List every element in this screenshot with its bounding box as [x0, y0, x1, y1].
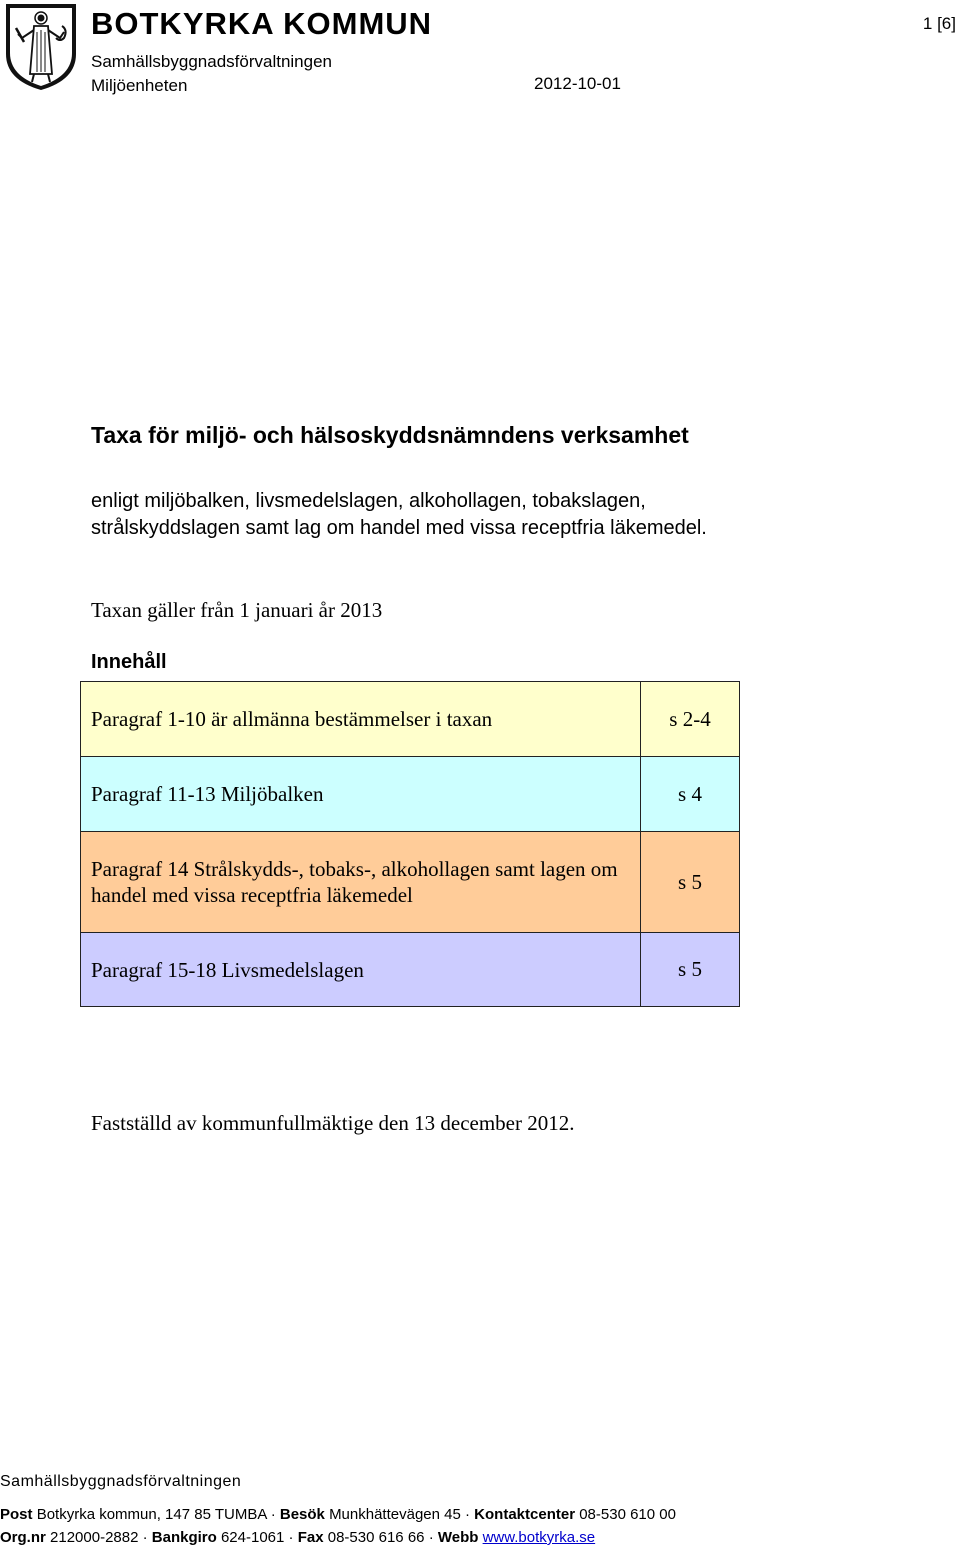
footer-web-label: Webb [437, 1529, 479, 1546]
contents-row-page: s 5 [678, 957, 702, 981]
footer-bankgiro-value: 624-1061 [220, 1529, 285, 1546]
footer-orgnr-label: Org.nr [0, 1529, 46, 1546]
contents-row [81, 756, 739, 831]
footer-visit-label: Besök [279, 1506, 325, 1523]
contents-table [80, 681, 740, 1007]
contents-row-label: Paragraf 15-18 Livsmedelslagen [81, 933, 641, 1006]
footer-bankgiro-label: Bankgiro [151, 1529, 217, 1546]
footer-registration-line [0, 1528, 595, 1548]
contents-heading: Innehåll [91, 651, 167, 673]
contents-row-page: s 2-4 [669, 706, 711, 731]
valid-from-text: Taxan gäller från 1 januari år 2013 [91, 598, 383, 622]
footer-web-link[interactable]: www.botkyrka.se [482, 1529, 596, 1546]
coat-of-arms-icon [4, 2, 78, 92]
footer-separator: · [142, 1529, 148, 1546]
footer-contact-label: Kontaktcenter [474, 1506, 576, 1523]
footer-contact-line [0, 1505, 676, 1525]
footer-post-label: Post [0, 1506, 33, 1523]
page-number: 1 [6] [922, 14, 956, 33]
document-date: 2012-10-01 [534, 74, 621, 93]
unit-name: Miljöenheten [91, 76, 188, 95]
footer-separator: · [270, 1506, 276, 1523]
footer-fax-label: Fax [297, 1529, 324, 1546]
organization-name: BOTKYRKA KOMMUN [91, 6, 433, 41]
document-intro: enligt miljöbalken, livsmedelslagen, alkohollagen, tobakslagen, strålskyddslagen samt lag om handel med vissa receptfria läkemedel. [91, 490, 707, 539]
footer-separator: · [465, 1506, 470, 1523]
contents-row-page: s 5 [678, 869, 702, 894]
footer-separator: · [428, 1529, 434, 1546]
document-title: Taxa för miljö- och hälsoskyddsnämndens verksamhet [91, 422, 689, 448]
footer-post-value: Botkyrka kommun, 147 85 TUMBA [36, 1506, 267, 1523]
contents-row-page: s 4 [678, 781, 702, 806]
footer-contact-value: 08-530 610 00 [579, 1506, 676, 1523]
footer-separator: · [288, 1529, 294, 1546]
contents-row [81, 932, 739, 1006]
contents-row-label: Paragraf 11-13 Miljöbalken [81, 757, 641, 831]
footer-orgnr-value: 212000-2882 [50, 1529, 139, 1546]
contents-row [81, 831, 739, 932]
footer-department: Samhällsbyggnadsförvaltningen [0, 1473, 242, 1490]
contents-row-label: Paragraf 1-10 är allmänna bestämmelser i taxan [81, 682, 641, 756]
footer-visit-value: Munkhättevägen 45 [329, 1506, 461, 1523]
contents-row [81, 682, 739, 756]
contents-row-label: Paragraf 14 Strålskydds-, tobaks-, alkohollagen samt lagen om handel med vissa receptfria läkemedel [81, 832, 641, 932]
adopted-statement: Fastställd av kommunfullmäktige den 13 december 2012. [91, 1111, 575, 1135]
department-name: Samhällsbyggnadsförvaltningen [91, 52, 332, 71]
footer-fax-value: 08-530 616 66 [327, 1529, 425, 1546]
